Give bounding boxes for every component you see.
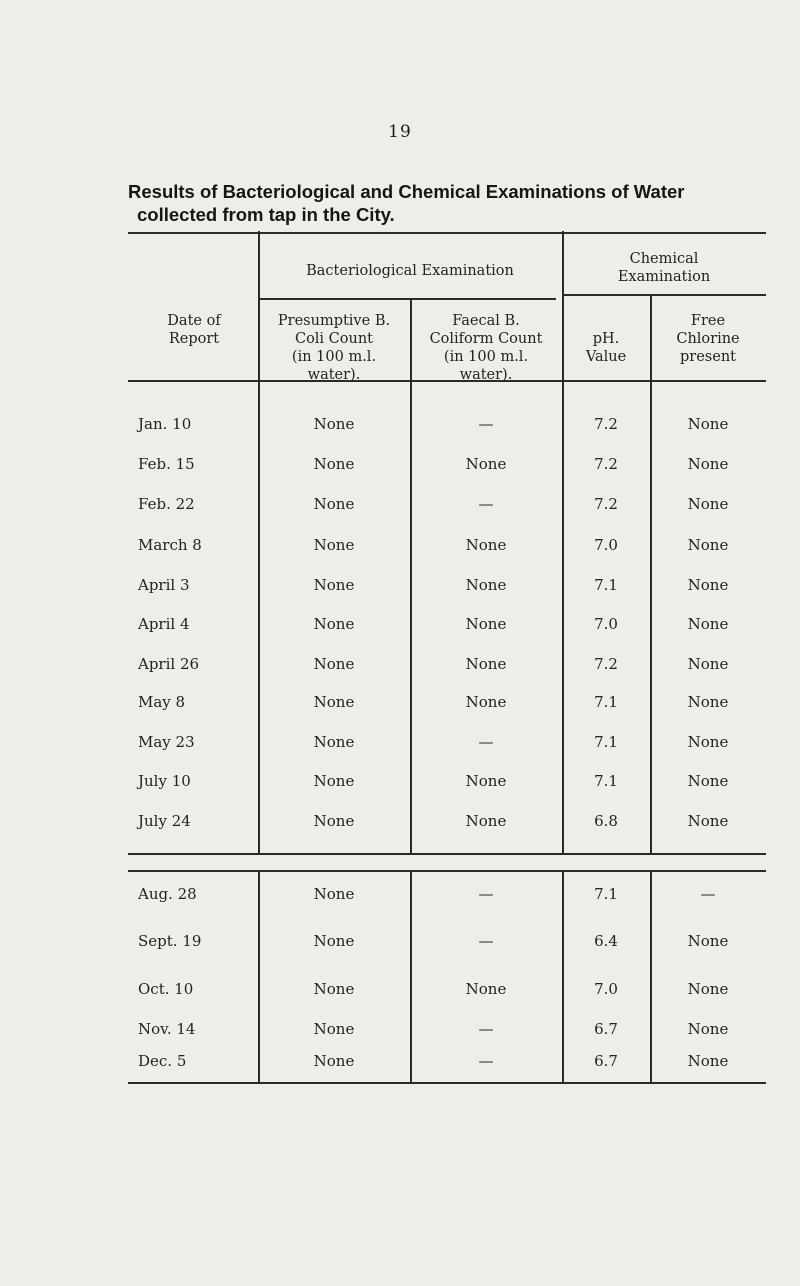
- cell-date: Feb. 15: [138, 455, 195, 473]
- cell-chlorine: None: [687, 576, 729, 594]
- cell-faecal: —: [478, 1052, 494, 1070]
- header-faecal-line-4: water).: [459, 367, 513, 383]
- header-chlorine-line-3: present: [680, 349, 736, 365]
- cell-chlorine: None: [687, 615, 729, 633]
- cell-date: May 8: [138, 693, 186, 711]
- cell-chlorine: None: [687, 772, 729, 790]
- cell-faecal: None: [465, 455, 507, 473]
- page-number: 19: [388, 122, 412, 142]
- title-line-1: Results of Bacteriological and Chemical Examinations of Water: [128, 181, 685, 202]
- cell-date: April 4: [138, 615, 190, 633]
- cell-date: Feb. 22: [138, 495, 195, 513]
- cell-ph: 7.1: [594, 576, 618, 594]
- cell-faecal: None: [465, 812, 507, 830]
- cell-date: Oct. 10: [138, 980, 194, 998]
- cell-chlorine: None: [687, 693, 729, 711]
- cell-date: Aug. 28: [138, 885, 197, 903]
- cell-date: May 23: [138, 733, 195, 751]
- cell-coli: None: [313, 576, 355, 594]
- cell-faecal: None: [465, 576, 507, 594]
- cell-date: April 26: [138, 655, 200, 673]
- cell-chlorine: None: [687, 1052, 729, 1070]
- cell-coli: None: [313, 1020, 355, 1038]
- cell-coli: None: [313, 415, 355, 433]
- header-coli-line-1: Presumptive B.: [277, 313, 391, 329]
- cell-chlorine: None: [687, 415, 729, 433]
- cell-coli: None: [313, 932, 355, 950]
- cell-faecal: —: [478, 885, 494, 903]
- header-faecal-line-1: Faecal B.: [452, 313, 520, 329]
- cell-coli: None: [313, 536, 355, 554]
- header-group-chemical-line-2: Examination: [617, 269, 711, 285]
- cell-date: July 10: [138, 772, 191, 790]
- cell-chlorine: None: [687, 932, 729, 950]
- cell-coli: None: [313, 693, 355, 711]
- header-chlorine-line-2: Chlorine: [676, 331, 740, 347]
- cell-faecal: —: [478, 932, 494, 950]
- cell-chlorine: —: [700, 885, 716, 903]
- header-group-bacteriological: Bacteriological Examination: [306, 263, 514, 279]
- cell-faecal: —: [478, 1020, 494, 1038]
- cell-coli: None: [313, 615, 355, 633]
- top-rule: [128, 232, 766, 234]
- cell-coli: None: [313, 733, 355, 751]
- header-faecal: [410, 312, 562, 384]
- cell-ph: 6.8: [594, 812, 618, 830]
- cell-ph: 7.1: [594, 885, 618, 903]
- title-line-2: collected from tap in the City.: [137, 204, 395, 225]
- cell-ph: 7.2: [594, 655, 618, 673]
- header-date-line-2: Report: [168, 331, 220, 347]
- cell-chlorine: None: [687, 1020, 729, 1038]
- cell-faecal: None: [465, 655, 507, 673]
- cell-chlorine: None: [687, 495, 729, 513]
- header-group-chemical: [562, 250, 766, 286]
- cell-faecal: None: [465, 772, 507, 790]
- header-date-line-1: Date of: [167, 313, 221, 329]
- cell-coli: None: [313, 495, 355, 513]
- cell-date: April 3: [138, 576, 190, 594]
- cell-chlorine: None: [687, 536, 729, 554]
- cell-ph: 6.4: [594, 932, 618, 950]
- cell-date: Dec. 5: [138, 1052, 187, 1070]
- cell-date: Nov. 14: [138, 1020, 196, 1038]
- cell-ph: 6.7: [594, 1052, 618, 1070]
- cell-coli: None: [313, 772, 355, 790]
- cell-chlorine: None: [687, 980, 729, 998]
- cell-ph: 7.2: [594, 495, 618, 513]
- cell-date: Jan. 10: [138, 415, 192, 433]
- column-rule-4: [650, 294, 652, 854]
- cell-coli: None: [313, 812, 355, 830]
- header-coli-line-4: water).: [307, 367, 361, 383]
- continued-bottom-rule: [128, 1082, 766, 1084]
- cell-coli: None: [313, 1052, 355, 1070]
- group-underline-bacteriological: [258, 298, 556, 300]
- cell-ph: 7.0: [594, 536, 618, 554]
- cell-faecal: —: [478, 415, 494, 433]
- header-coli: [258, 312, 410, 384]
- cell-chlorine: None: [687, 455, 729, 473]
- cell-ph: 7.1: [594, 693, 618, 711]
- page-title: [128, 180, 768, 226]
- header-ph-line-1: pH.: [592, 331, 620, 347]
- cell-faecal: None: [465, 615, 507, 633]
- header-coli-line-2: Coli Count: [294, 331, 374, 347]
- header-coli-line-3: (in 100 m.l.: [291, 349, 377, 365]
- cell-ph: 7.0: [594, 615, 618, 633]
- header-chlorine: [650, 312, 766, 366]
- cell-date: Sept. 19: [138, 932, 202, 950]
- cell-ph: 7.1: [594, 772, 618, 790]
- cell-date: July 24: [138, 812, 191, 830]
- header-ph-line-2: Value: [585, 349, 627, 365]
- cell-coli: None: [313, 655, 355, 673]
- header-faecal-line-3: (in 100 m.l.: [443, 349, 529, 365]
- header-faecal-line-2: Coliform Count: [429, 331, 543, 347]
- cell-date: March 8: [138, 536, 202, 554]
- cell-chlorine: None: [687, 655, 729, 673]
- cell-faecal: —: [478, 495, 494, 513]
- group-underline-chemical: [562, 294, 766, 296]
- cell-faecal: None: [465, 980, 507, 998]
- header-ph: [562, 330, 650, 366]
- cell-coli: None: [313, 455, 355, 473]
- cell-ph: 7.2: [594, 415, 618, 433]
- cell-ph: 7.1: [594, 733, 618, 751]
- cell-ph: 7.0: [594, 980, 618, 998]
- cell-faecal: None: [465, 536, 507, 554]
- header-group-chemical-line-1: Chemical: [629, 251, 699, 267]
- cell-chlorine: None: [687, 733, 729, 751]
- header-chlorine-line-1: Free: [690, 313, 726, 329]
- cell-chlorine: None: [687, 812, 729, 830]
- header-date: [130, 312, 258, 348]
- bottom-rule: [128, 853, 766, 855]
- cell-coli: None: [313, 885, 355, 903]
- cell-faecal: —: [478, 733, 494, 751]
- cell-ph: 6.7: [594, 1020, 618, 1038]
- continued-top-rule: [128, 870, 766, 872]
- cell-faecal: None: [465, 693, 507, 711]
- cell-coli: None: [313, 980, 355, 998]
- cell-ph: 7.2: [594, 455, 618, 473]
